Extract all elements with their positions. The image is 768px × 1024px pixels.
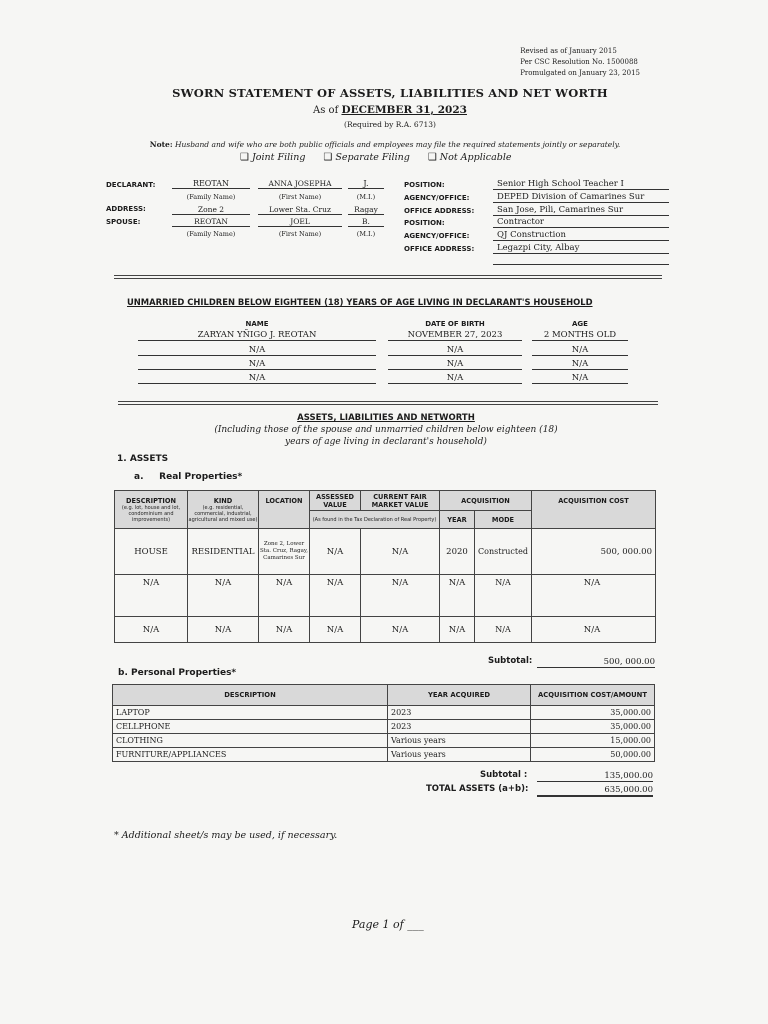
declarant-label: DECLARANT: — [106, 181, 156, 189]
pp-year-cell: Various years — [388, 734, 531, 748]
joint-filing-checkbox[interactable] — [240, 152, 305, 163]
spouse-office-address-field[interactable]: Legazpi City, Albay — [493, 243, 669, 254]
rp-year-cell: N/A — [440, 617, 475, 643]
rp-year-cell: N/A — [440, 575, 475, 617]
filing-option-label: Not Applicable — [439, 152, 512, 163]
note-line — [0, 140, 768, 149]
revision-line: Per CSC Resolution No. 1500088 — [520, 58, 638, 66]
agency-label: AGENCY/OFFICE: — [404, 194, 470, 202]
personal-subtotal-label: Subtotal : — [480, 770, 528, 780]
rp-assessed-header: ASSESSED VALUE — [310, 491, 361, 511]
rp-mode-cell: N/A — [475, 617, 532, 643]
pp-year-cell: 2023 — [388, 720, 531, 734]
child-age-cell: N/A — [532, 373, 628, 384]
filing-options — [240, 152, 512, 163]
child-name-header: NAME — [245, 320, 269, 328]
declarant-first-name[interactable]: ANNA JOSEPHA — [258, 179, 342, 189]
table-row — [115, 529, 656, 575]
revision-line: Promulgated on January 23, 2015 — [520, 69, 640, 77]
child-dob-cell: NOVEMBER 27, 2023 — [388, 330, 522, 341]
spouse-office-address-label: OFFICE ADDRESS: — [404, 245, 475, 253]
family-name-caption: (Family Name) — [186, 193, 236, 201]
rp-header-note: (e.g. lot, house and lot, condominium and improvements) — [121, 504, 181, 523]
rp-location-header: LOCATION — [259, 491, 310, 529]
spouse-family-name[interactable]: REOTAN — [172, 217, 250, 227]
rp-year-cell: 2020 — [440, 529, 475, 575]
rp-mode-cell: Constructed — [475, 529, 532, 575]
pp-cost-cell: 15,000.00 — [531, 734, 655, 748]
child-dob-cell: N/A — [388, 345, 522, 356]
assets-subheading: years of age living in declarant's household) — [285, 437, 487, 447]
child-dob-cell: N/A — [388, 373, 522, 384]
pp-description-cell: FURNITURE/APPLIANCES — [113, 748, 388, 762]
assets-number-heading: 1. ASSETS — [117, 454, 169, 464]
rp-location-cell: N/A — [259, 575, 310, 617]
position-field[interactable]: Senior High School Teacher I — [493, 179, 669, 190]
position-label: POSITION: — [404, 181, 445, 189]
address-municipality[interactable]: Ragay — [348, 205, 384, 215]
pp-cost-cell: 35,000.00 — [531, 720, 655, 734]
first-name-caption: (First Name) — [278, 193, 322, 201]
pp-cost-header: ACQUISITION COST/AMOUNT — [531, 685, 655, 706]
rp-location-cell: Zone 2, Lower Sta. Cruz, Ragay, Camarines Sur — [259, 529, 310, 575]
as-of-date: DECEMBER 31, 2023 — [341, 104, 467, 116]
child-age-cell: N/A — [532, 345, 628, 356]
rp-assessed-cell: N/A — [310, 617, 361, 643]
total-assets-value: 635,000.00 — [537, 785, 653, 797]
personal-subtotal-value: 135,000.00 — [537, 771, 653, 782]
pp-year-header: YEAR ACQUIRED — [388, 685, 531, 706]
spouse-agency-field[interactable]: QJ Construction — [493, 230, 669, 241]
address-label: ADDRESS: — [106, 205, 146, 213]
table-row — [113, 748, 655, 762]
real-properties-label: a. Real Properties* — [134, 472, 243, 482]
rp-description-cell: N/A — [115, 575, 188, 617]
rp-acquisition-header: ACQUISITION — [440, 491, 532, 511]
address-barangay[interactable]: Lower Sta. Cruz — [258, 205, 342, 215]
divider — [118, 404, 658, 405]
as-of-label: As of — [313, 105, 339, 116]
not-applicable-checkbox[interactable] — [428, 152, 512, 163]
rp-kind-cell: RESIDENTIAL — [188, 529, 259, 575]
rp-value-note — [310, 511, 440, 529]
pp-description-cell: CLOTHING — [113, 734, 388, 748]
rp-assessed-cell: N/A — [310, 529, 361, 575]
table-row — [113, 734, 655, 748]
rp-kind-cell: N/A — [188, 617, 259, 643]
child-name-cell: ZARYAN YÑIGO J. REOTAN — [138, 330, 376, 341]
personal-properties-label: b. Personal Properties* — [118, 668, 237, 678]
rp-header-label: KIND — [213, 496, 233, 505]
rp-mode-header: MODE — [475, 511, 532, 529]
pp-description-header: DESCRIPTION — [113, 685, 388, 706]
required-by: (Required by R.A. 6713) — [344, 120, 436, 129]
child-name-cell: N/A — [138, 373, 376, 384]
real-properties-table — [114, 490, 656, 643]
rp-header-label: DESCRIPTION — [125, 496, 176, 505]
rp-fair-cell: N/A — [361, 575, 440, 617]
divider — [114, 278, 662, 279]
rp-kind-cell: N/A — [188, 575, 259, 617]
table-row — [115, 575, 656, 617]
pp-description-cell: LAPTOP — [113, 706, 388, 720]
table-row — [113, 720, 655, 734]
revision-note — [520, 46, 640, 79]
spouse-label: SPOUSE: — [106, 218, 141, 226]
rp-kind-header — [188, 491, 259, 529]
mi-caption: (M.I.) — [356, 193, 376, 201]
assets-section-heading: ASSETS, LIABILITIES AND NETWORTH — [297, 413, 475, 423]
rp-cost-cell: N/A — [532, 575, 656, 617]
checkbox-icon: ❑ — [240, 152, 249, 163]
real-subtotal-value: 500, 000.00 — [537, 657, 655, 668]
declarant-middle-initial[interactable]: J. — [348, 179, 384, 189]
divider — [118, 401, 658, 402]
checkbox-icon: ❑ — [427, 152, 437, 163]
separate-filing-checkbox[interactable] — [323, 152, 409, 163]
as-of-line — [0, 104, 768, 116]
table-row — [115, 617, 656, 643]
declarant-family-name[interactable]: REOTAN — [172, 179, 250, 189]
first-name-caption: (First Name) — [278, 230, 322, 238]
table-row — [113, 706, 655, 720]
child-name-cell: N/A — [138, 359, 376, 370]
revision-line: Revised as of January 2015 — [520, 47, 617, 55]
rp-assessed-cell: N/A — [310, 575, 361, 617]
office-address-label: OFFICE ADDRESS: — [404, 207, 475, 215]
rp-fair-cell: N/A — [361, 529, 440, 575]
rp-header-note: (e.g. residential, commercial, industrial, agricultural and mixed use) — [188, 504, 258, 523]
rp-location-cell: N/A — [259, 617, 310, 643]
note-text: Husband and wife who are both public officials and employees may file the required statements jointly or separately. — [174, 140, 621, 149]
note-label: Note: — [149, 140, 173, 149]
pp-cost-cell: 50,000.00 — [531, 748, 655, 762]
pp-cost-cell: 35,000.00 — [531, 706, 655, 720]
rp-header-note: (As found in the Tax Declaration of Real Property) — [312, 516, 437, 523]
rp-fair-market-header: CURRENT FAIR MARKET VALUE — [361, 491, 440, 511]
child-age-header: AGE — [572, 320, 588, 328]
real-subtotal-label: Subtotal: — [488, 656, 533, 666]
mi-caption: (M.I.) — [356, 230, 376, 238]
document-title: SWORN STATEMENT OF ASSETS, LIABILITIES AND NET WORTH — [172, 86, 608, 100]
rp-cost-cell: N/A — [532, 617, 656, 643]
divider — [114, 275, 662, 276]
address-zone[interactable]: Zone 2 — [172, 205, 250, 215]
spouse-first-name[interactable]: JOEL — [258, 217, 342, 227]
rp-cost-cell: 500, 000.00 — [532, 529, 656, 575]
rp-fair-cell: N/A — [361, 617, 440, 643]
personal-properties-table — [112, 684, 655, 762]
pp-year-cell: 2023 — [388, 706, 531, 720]
rp-mode-cell: N/A — [475, 575, 532, 617]
child-dob-header: DATE OF BIRTH — [425, 320, 485, 328]
child-age-cell: N/A — [532, 359, 628, 370]
rp-description-cell: HOUSE — [115, 529, 188, 575]
additional-sheets-note: * Additional sheet/s may be used, if necessary. — [114, 830, 338, 841]
family-name-caption: (Family Name) — [186, 230, 236, 238]
spouse-position-field[interactable]: Contractor — [493, 217, 669, 228]
spouse-middle-initial[interactable]: B. — [348, 217, 384, 227]
blank-line — [493, 256, 669, 265]
child-name-cell: N/A — [138, 345, 376, 356]
rp-cost-header: ACQUISITION COST — [532, 491, 656, 529]
checkbox-icon: ❑ — [323, 152, 333, 163]
office-address-field[interactable]: San Jose, Pili, Camarines Sur — [493, 205, 669, 216]
rp-description-header — [115, 491, 188, 529]
agency-field[interactable]: DEPED Division of Camarines Sur — [493, 192, 669, 203]
rp-year-header: YEAR — [440, 511, 475, 529]
filing-option-label: Separate Filing — [335, 152, 410, 163]
pp-year-cell: Various years — [388, 748, 531, 762]
total-assets-label: TOTAL ASSETS (a+b): — [426, 784, 529, 794]
child-age-cell: 2 MONTHS OLD — [532, 330, 628, 341]
spouse-position-label: POSITION: — [404, 219, 445, 227]
pp-description-cell: CELLPHONE — [113, 720, 388, 734]
filing-option-label: Joint Filing — [251, 152, 306, 163]
child-dob-cell: N/A — [388, 359, 522, 370]
children-section-heading: UNMARRIED CHILDREN BELOW EIGHTEEN (18) YEARS OF AGE LIVING IN DECLARANT'S HOUSEHOLD — [127, 297, 593, 307]
page-number: Page 1 of ___ — [352, 918, 424, 931]
rp-description-cell: N/A — [115, 617, 188, 643]
assets-subheading: (Including those of the spouse and unmarried children below eighteen (18) — [214, 425, 558, 435]
spouse-agency-label: AGENCY/OFFICE: — [404, 232, 470, 240]
